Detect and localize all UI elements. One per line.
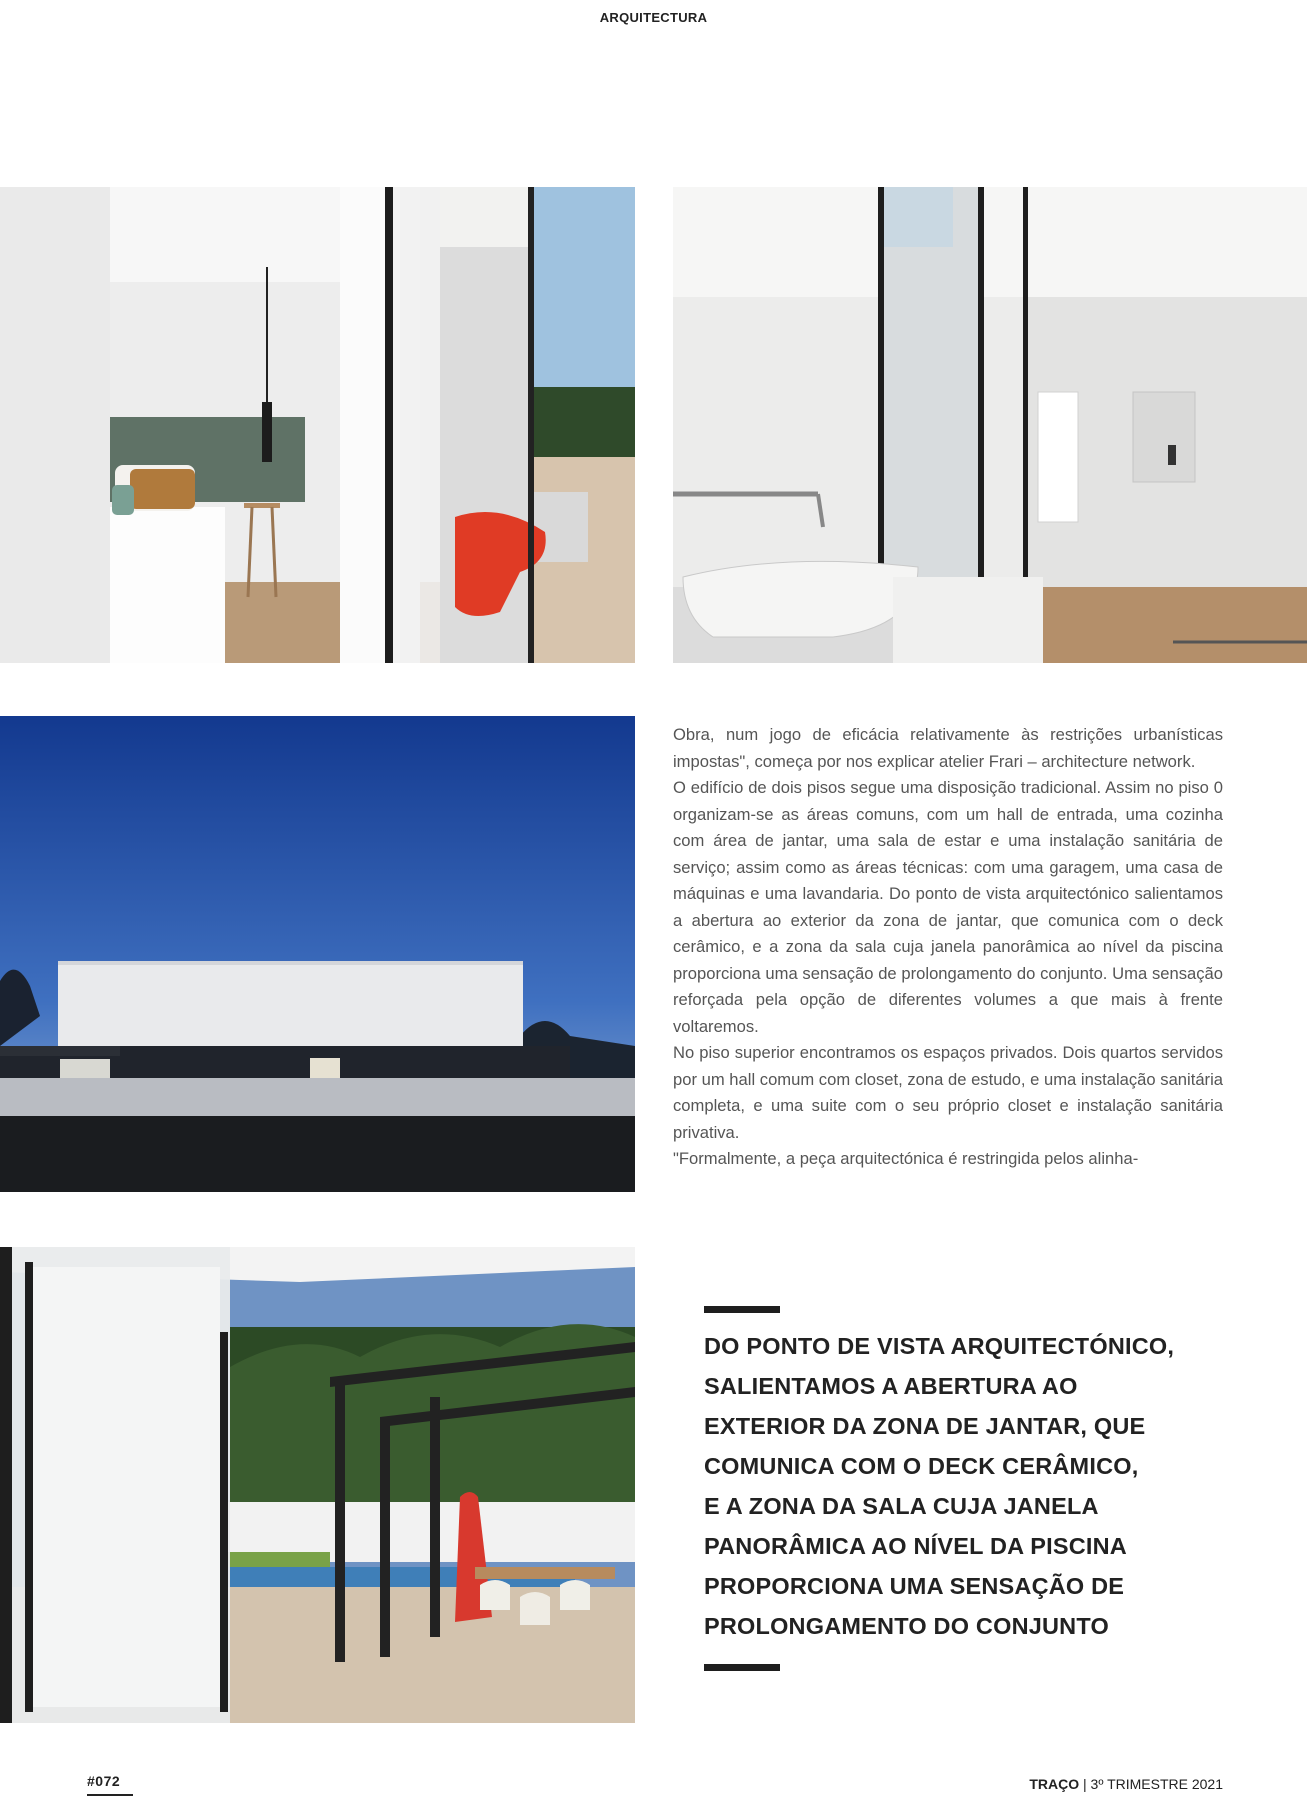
article-paragraph: No piso superior encontramos os espaços privados. Dois quartos servidos por um hall comum com closet, zona de estudo, e uma instalação sanitária completa, e uma suite com o seu próprio closet e instalação sanitária privativa. bbox=[673, 1043, 1223, 1142]
pullquote-bottom-rule bbox=[704, 1664, 780, 1671]
pullquote-line: PROLONGAMENTO DO CONJUNTO bbox=[704, 1613, 1109, 1639]
pullquote-top-rule bbox=[704, 1306, 780, 1313]
pool-terrace-photo bbox=[0, 1247, 635, 1723]
pullquote-line: EXTERIOR DA ZONA DE JANTAR, QUE bbox=[704, 1413, 1146, 1439]
pullquote-line: COMUNICA COM O DECK CERÂMICO, bbox=[704, 1453, 1139, 1479]
exterior-dusk-photo bbox=[0, 716, 635, 1192]
article-paragraph: O edifício de dois pisos segue uma disposição tradicional. Assim no piso 0 organizam-se as áreas comuns, com um hall de entrada, uma cozinha com área de jantar, uma sala de estar e uma instalação sanitária de serviço; assim como as áreas técnicas: com uma garagem, uma casa de máquinas e uma lavandaria. Do ponto de vista arquitectónico salientamos a abertura ao exterior da zona de jantar, que comunica com o deck cerâmico, e a zona da sala cuja janela panorâmica ao nível da piscina proporciona uma sensação de prolongamento do conjunto. Uma sensação reforçada pela opção de diferentes volumes a que mais à frente voltaremos. bbox=[673, 778, 1223, 1036]
pullquote-line: SALIENTAMOS A ABERTURA AO bbox=[704, 1373, 1078, 1399]
magazine-issue bbox=[1029, 1776, 1223, 1792]
pullquote-line: PANORÂMICA AO NÍVEL DA PISCINA bbox=[704, 1533, 1127, 1559]
bedroom-photo bbox=[0, 187, 635, 663]
pullquote-line: DO PONTO DE VISTA ARQUITECTÓNICO, bbox=[704, 1333, 1175, 1359]
issue-label: 3º TRIMESTRE 2021 bbox=[1090, 1776, 1223, 1792]
pullquote bbox=[704, 1326, 1264, 1646]
magazine-name: TRAÇO bbox=[1029, 1776, 1080, 1792]
article-body bbox=[673, 722, 1223, 1173]
page-number-underline bbox=[87, 1794, 133, 1796]
pullquote-line: PROPORCIONA UMA SENSAÇÃO DE bbox=[704, 1573, 1125, 1599]
article-paragraph: "Formalmente, a peça arquitectónica é restringida pelos alinha- bbox=[673, 1149, 1139, 1168]
page-number: #072 bbox=[87, 1773, 121, 1789]
bathroom-photo bbox=[673, 187, 1307, 663]
pullquote-line: E A ZONA DA SALA CUJA JANELA bbox=[704, 1493, 1099, 1519]
footer-separator: | bbox=[1079, 1776, 1091, 1792]
article-paragraph: Obra, num jogo de eficácia relativamente às restrições urbanísticas impostas", começa por nos explicar atelier Frari – architecture network. bbox=[673, 725, 1223, 771]
section-label: ARQUITECTURA bbox=[599, 10, 708, 25]
